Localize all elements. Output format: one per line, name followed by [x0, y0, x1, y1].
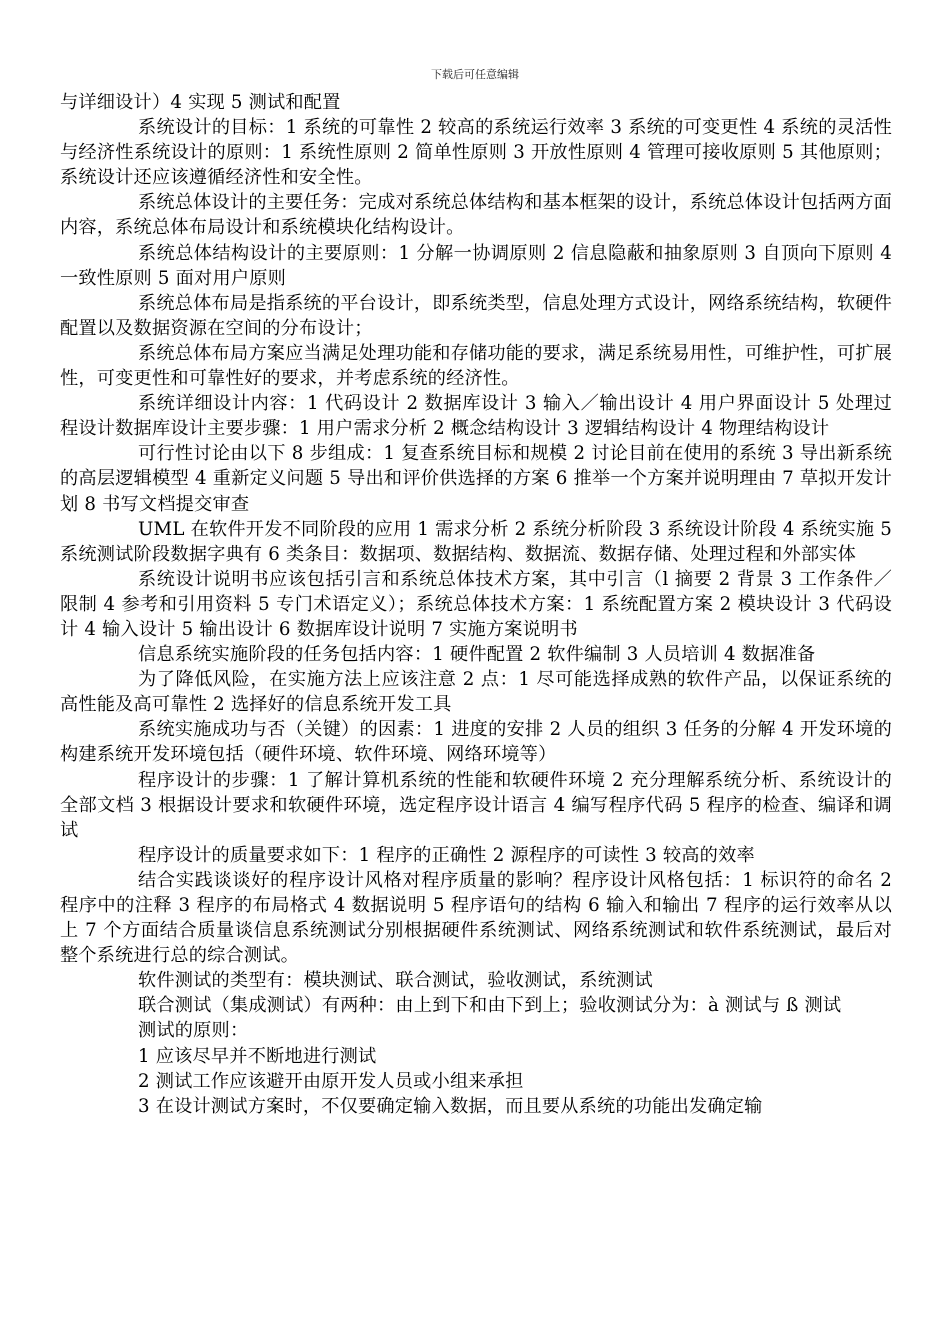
paragraph: 软件测试的类型有：模块测试、联合测试，验收测试，系统测试 [138, 970, 653, 992]
list-item: 3 在设计测试方案时，不仅要确定输入数据，而且要从系统的功能出发确定输 [138, 1095, 763, 1117]
paragraph: 系统总体布局是指系统的平台设计，即系统类型，信息处理方式设计，网络系统结构，软硬件配置以及数据资源在空间的分布设计； [60, 292, 892, 339]
paragraph: 可行性讨论由以下 8 步组成：1 复查系统目标和规模 2 讨论目前在使用的系统 3 导出新系统的高层逻辑模型 4 重新定义问题 5 导出和评价供选择的方案 6 推举一个方案并说明理由 7 草拟开发计划 8 书写文档提交审查 [60, 443, 892, 515]
paragraph: UML 在软件开发不同阶段的应用 1 需求分析 2 系统分析阶段 3 系统设计阶段 4 系统实施 5 系统测试阶段数据字典有 6 类条目：数据项、数据结构、数据流、数据存储、处理过程和外部实体 [60, 518, 892, 565]
paragraph: 程序设计的质量要求如下：1 程序的正确性 2 源程序的可读性 3 较高的效率 [138, 844, 755, 866]
page-header: 下载后可任意编辑 [431, 68, 519, 81]
paragraph: 结合实践谈谈好的程序设计风格对程序质量的影响？程序设计风格包括：1 标识符的命名 2 程序中的注释 3 程序的布局格式 4 数据说明 5 程序语句的结构 6 输入和输出 7 程序的运行效率从以上 7 个方面结合质量谈信息系统测试分别根据硬件系统测试、网络系统测试和软件系统测试，最后对整个系统进行总的综合测试。 [60, 869, 892, 967]
paragraph: 系统详细设计内容：1 代码设计 2 数据库设计 3 输入／输出设计 4 用户界面设计 5 处理过程设计数据库设计主要步骤：1 用户需求分析 2 概念结构设计 3 逻辑结构设计 4 物理结构设计 [60, 393, 892, 440]
paragraph: 系统设计说明书应该包括引言和系统总体技术方案，其中引言（l 摘要 2 背景 3 工作条件／限制 4 参考和引用资料 5 专门术语定义）；系统总体技术方案：1 系统配置方案 2 模块设计 3 代码设计 4 输入设计 5 输出设计 6 数据库设计说明 7 实施方案说明书 [60, 568, 892, 640]
list-item: 1 应该尽早并不断地进行测试 [138, 1045, 377, 1067]
paragraph: 程序设计的步骤：1 了解计算机系统的性能和软硬件环境 2 充分理解系统分析、系统设计的全部文档 3 根据设计要求和软硬件环境，选定程序设计语言 4 编写程序代码 5 程序的检查、编译和调试 [60, 769, 892, 841]
paragraph: 系统总体设计的主要任务：完成对系统总体结构和基本框架的设计，系统总体设计包括两方面内容，系统总体布局设计和系统模块化结构设计。 [60, 192, 892, 239]
paragraph: 系统总体布局方案应当满足处理功能和存储功能的要求，满足系统易用性，可维护性，可扩展性，可变更性和可靠性好的要求，并考虑系统的经济性。 [60, 342, 892, 390]
paragraph: 系统实施成功与否（关键）的因素：1 进度的安排 2 人员的组织 3 任务的分解 4 开发环境的构建系统开发环境包括（硬件环境、软件环境、网络环境等） [60, 719, 892, 766]
document-body [60, 90, 892, 1119]
paragraph: 系统总体结构设计的主要原则：1 分解一协调原则 2 信息隐蔽和抽象原则 3 自顶向下原则 4 一致性原则 5 面对用户原则 [60, 242, 892, 289]
paragraph: 测试的原则： [138, 1020, 249, 1042]
paragraph: 信息系统实施阶段的任务包括内容：1 硬件配置 2 软件编制 3 人员培训 4 数据准备 [138, 644, 816, 666]
list-item: 2 测试工作应该避开由原开发人员或小组来承担 [138, 1070, 524, 1092]
paragraph: 与详细设计）4 实现 5 测试和配置 [60, 92, 341, 113]
paragraph: 联合测试（集成测试）有两种：由上到下和由下到上；验收测试分为：à 测试与 ß 测试 [138, 995, 842, 1017]
paragraph: 为了降低风险，在实施方法上应该注意 2 点：1 尽可能选择成熟的软件产品，以保证系统的高性能及高可靠性 2 选择好的信息系统开发工具 [60, 669, 892, 716]
paragraph: 系统设计的目标：1 系统的可靠性 2 较高的系统运行效率 3 系统的可变更性 4 系统的灵活性与经济性系统设计的原则：1 系统性原则 2 简单性原则 3 开放性原则 4 管理可接收原则 5 其他原则；系统设计还应该遵循经济性和安全性。 [60, 117, 892, 189]
